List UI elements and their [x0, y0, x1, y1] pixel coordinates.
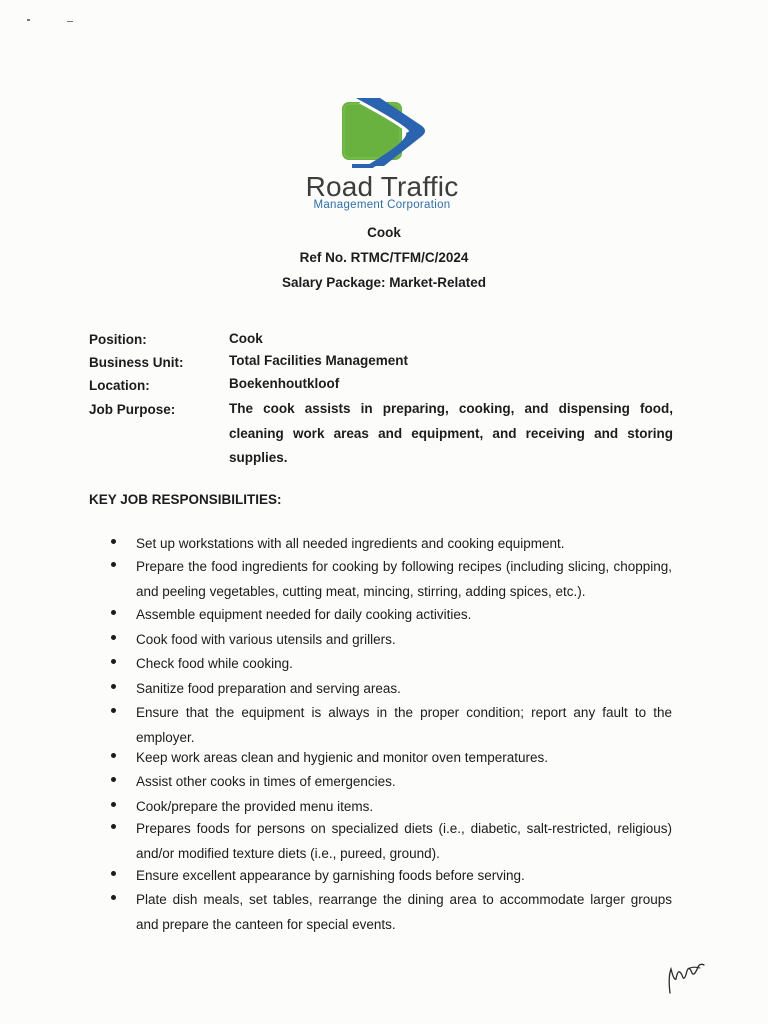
bullet-icon — [111, 895, 116, 900]
list-item-text: Ensure excellent appearance by garnishing foods before serving. — [136, 868, 525, 883]
salary-package: Salary Package: Market-Related — [281, 275, 487, 290]
list-item-text: Set up workstations with all needed ingredients and cooking equipment. — [136, 536, 565, 551]
list-item-text: Prepares foods for persons on specialized diets (i.e., diabetic, salt-restricted, religious) and/or modified texture diets (i.e., pureed, ground). — [136, 821, 672, 861]
list-item-text: Check food while cooking. — [136, 656, 293, 671]
list-item-text: Keep work areas clean and hygienic and monitor oven temperatures. — [136, 750, 548, 765]
business-unit-label: Business Unit: — [89, 355, 184, 370]
list-item-text: Sanitize food preparation and serving areas. — [136, 681, 401, 696]
bullet-icon — [111, 562, 116, 567]
location-label: Location: — [89, 378, 150, 393]
bullet-icon — [111, 824, 116, 829]
bullet-icon — [111, 539, 116, 544]
bullet-icon — [111, 802, 116, 807]
list-item-text: Ensure that the equipment is always in the proper condition; report any fault to the employer. — [136, 705, 672, 745]
bullet-icon — [111, 753, 116, 758]
responsibilities-heading: KEY JOB RESPONSIBILITIES: — [89, 492, 282, 507]
list-item-text: Assemble equipment needed for daily cooking activities. — [136, 607, 472, 622]
job-title: Cook — [367, 225, 401, 240]
road-traffic-logo-icon — [332, 92, 432, 174]
bullet-icon — [111, 684, 116, 689]
scan-speck — [27, 19, 30, 21]
location-value: Boekenhoutkloof — [229, 376, 340, 391]
position-label: Position: — [89, 332, 147, 347]
bullet-icon — [111, 659, 116, 664]
list-item-text: Cook food with various utensils and grillers. — [136, 632, 396, 647]
list-item-text: Prepare the food ingredients for cooking by following recipes (including slicing, chopping, and peeling vegetables, cutting meat, mincing, stirring, adding spices, etc.). — [136, 559, 672, 599]
bullet-icon — [111, 871, 116, 876]
job-purpose-label: Job Purpose: — [89, 402, 176, 417]
bullet-icon — [111, 610, 116, 615]
reference-number: Ref No. RTMC/TFM/C/2024 — [299, 250, 469, 265]
list-item-text: Assist other cooks in times of emergencies. — [136, 774, 396, 789]
scan-speck — [67, 21, 73, 22]
list-item-text: Plate dish meals, set tables, rearrange the dining area to accommodate larger groups and prepare the canteen for special events. — [136, 892, 672, 932]
signature-initials-icon — [662, 955, 706, 997]
business-unit-value: Total Facilities Management — [229, 353, 409, 368]
logo-title: Road Traffic — [305, 171, 459, 202]
position-value: Cook — [229, 331, 263, 346]
bullet-icon — [111, 777, 116, 782]
logo-subtitle: Management Corporation — [313, 199, 451, 211]
bullet-icon — [111, 635, 116, 640]
list-item-text: Cook/prepare the provided menu items. — [136, 799, 374, 814]
job-purpose-value: The cook assists in preparing, cooking, and dispensing food, cleaning work areas and equipment, and receiving and storing supplies. — [229, 401, 673, 465]
bullet-icon — [111, 708, 116, 713]
